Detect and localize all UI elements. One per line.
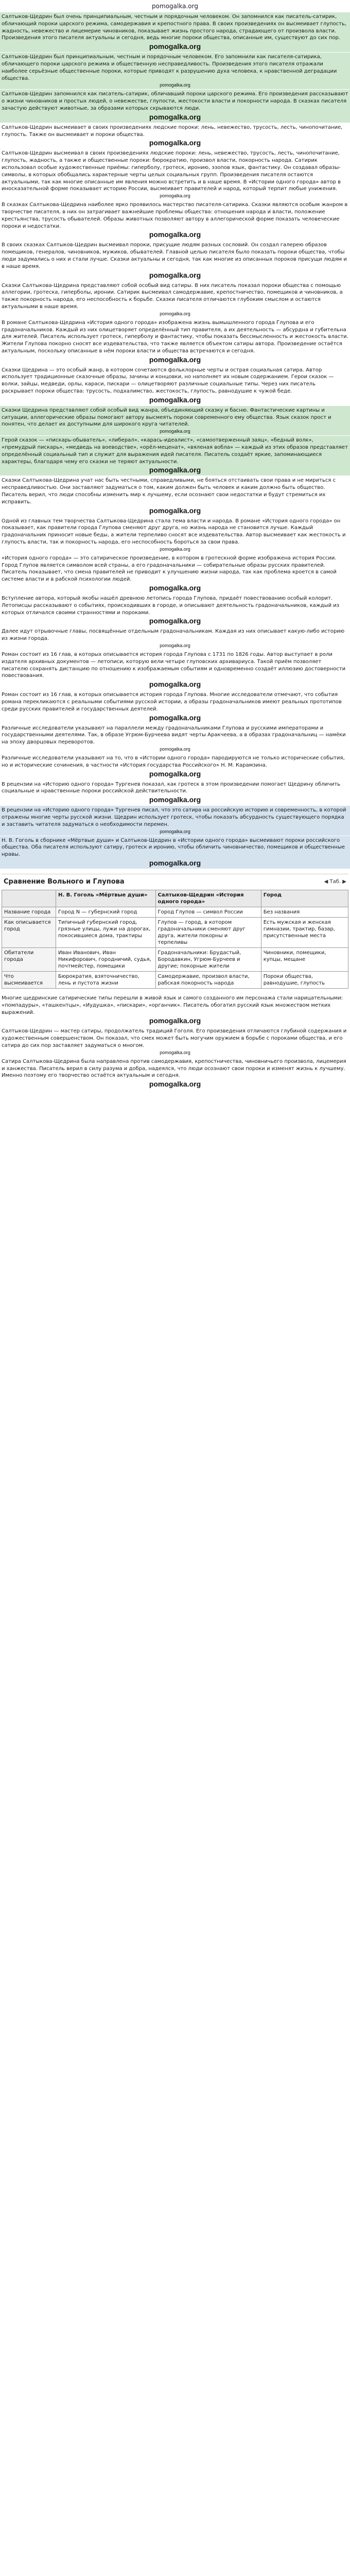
article-paragraph [0, 318, 350, 365]
watermark-logo: pomogalka.org [160, 546, 190, 552]
article-paragraph [0, 594, 350, 626]
paragraph-text: Различные исследователи указывают на параллели между градоначальниками Глупова и русскими императорами и государственными деятелями. Так, в образе Угрюм-Бурчеева видят черты Аракчеева, а в образах градоначальниц — намёки на эпоху дворцовых переворотов. [2, 725, 346, 745]
article-paragraph [0, 627, 350, 650]
watermark-logo: pomogalka.org [149, 680, 201, 689]
table-row [2, 907, 348, 917]
paragraph-text: Салтыков-Щедрин высмеивал в своих произведениях людские пороки: лень, невежество, трусость, лесть, чинопочитание, глупость, жадность, а также и общественные пороки: бюрократию, произвол власти, покорность народа. Сатирик использовал особые художественные приёмы: гиперболу, гротеск, иронию, эзопов язык, фантастику. Он создавал образы-символы, в которых обобщались характерные черты целых социальных групп. Произведения писателя остаются актуальными, так как многие описанные им явления можно встретить и в наше время. В «Истории одного города» автор в иносказательной форме показывает историю России, высмеивает правителей и народ, который терпит любые унижения. [2, 150, 341, 192]
watermark-logo: pomogalka.org [149, 584, 201, 592]
article-paragraph [0, 241, 350, 280]
table-cell: Есть мужская и женская гимназии, трактир, базар, присутственные места [261, 917, 348, 947]
table-cell: Чиновники, помещики, купцы, мещане [261, 947, 348, 971]
watermark-logo: pomogalka.org [149, 112, 201, 121]
paragraph-text: Далее идут отрывочные главы, посвящённые отдельным градоначальникам. Каждая из них описывает какую-либо историю из жизни города. [2, 629, 345, 642]
table-nav[interactable]: ◀ Таб. ▶ [324, 879, 346, 885]
table-column-header: Город [261, 890, 348, 907]
site-header [0, 0, 350, 12]
paragraph-text: Роман состоит из 16 глав, в которых описывается история города Глупова. Многие исследователи отмечают, что события романа перекликаются с реальными событиями русской истории, а образы градоначальников имеют реальных прототипов среди русских правителей и государственных деятелей. [2, 692, 342, 712]
watermark-logo: pomogalka.org [149, 466, 201, 474]
paragraph-text: Салтыков-Щедрин высмеивает в своих произведениях людские пороки: лень, невежество, трусость, лесть, чинопочитание, глупость. Также он высмеивает и пороки общества. [2, 124, 343, 138]
article-paragraph [0, 366, 350, 405]
paragraph-text: Сказки Салтыкова-Щедрина представляют собой особый вид сатиры. В них писатель показал пороки общества с помощью аллегории, гротеска, гиперболы, иронии. Сатирик высмеивал самодержавие, крепостничество, помещиков и чиновников, а также покорность народа, его неспособность к борьбе. Сказки писателя отличаются глубоким смыслом и остаются актуальными в наше время. [2, 282, 343, 310]
paragraph-text: Герой сказок — «пискарь-обыватель», «либерал», «карась-идеалист», «самоотверженный заяц», «бедный волк», «премудрый пискарь», «медведь на воеводстве», «орёл-меценат», «вяленая вобла» — каждый из этих образов представляет определённый социальный тип и служит для выражения идей писателя. Писатель создаёт яркие, запоминающиеся характеры, благодаря чему его сказки не теряют актуальности. [2, 437, 348, 465]
table-cell: Бюрократия, взяточничество, лень и пустота жизни [56, 971, 156, 988]
paragraph-text: Многие щедринские сатирические типы перешли в живой язык и самого созданного им персонажа стали нарицательными: «помпадуры», «ташкентцы», «Иудушка», «пискари», «органчик». Писатель обогатил русский язык множеством метких выражений. [2, 995, 343, 1015]
paragraph-text: Сказки Салтыкова-Щедрина учат нас быть честными, справедливыми, не бояться отстаивать свои права и не мириться с несправедливостью. Они заставляют задуматься о том, каким должен быть человек и каким должно быть общество. Писатель верил, что люди способны изменить мир к лучшему, если осознают свои недостатки и будут стремиться их исправить. [2, 478, 336, 505]
article-paragraph [0, 754, 350, 779]
article-paragraph [0, 1057, 350, 1090]
table-title: Сравнение Вольного и Глупова [4, 878, 125, 886]
paragraph-text: «История одного города» — это сатирическое произведение, в котором в гротескной форме изображена история России. Город Глупов является символом всей страны, а его градоначальники — собирательные образы русских правителей. Писатель показывает, что смена правителей не приводит к улучшению жизни народа, так как проблема кроется в самой системе власти и в рабской психологии людей. [2, 555, 337, 583]
article-paragraph [0, 476, 350, 516]
comparison-table-section [2, 874, 348, 989]
watermark-logo: pomogalka.org [149, 713, 201, 722]
paragraph-text: Сатира Салтыкова-Щедрина была направлена против самодержавия, крепостничества, чиновничьего произвола, лицемерия и ханжества. Писатель верил в силу разума и добра, надеялся, что люди осознают свои пороки и изменят жизнь к лучшему. Именно поэтому его творчество остаётся актуальным и сегодня. [2, 1058, 346, 1079]
paragraph-text: Различные исследователи указывают на то, что в «Истории одного города» пародируются не только исторические события, но и исторические сочинения, в частности «История государства Российского» Н. М. Карамзина. [2, 755, 345, 768]
watermark-logo: pomogalka.org [149, 1016, 201, 1025]
paragraph-text: Салтыков-Щедрин был принципиальным, честным и порядочным человеком. Его запомнили как писателя-сатирика, обличающего пороки царского режима и общественную несправедливость. Произведения этого писателя отражали наиболее серьёзные общественные пороки, которые приводят к разрушению духа человека, к нравственной деградации общества. [2, 54, 337, 81]
paragraph-text: Сказки Щедрина — это особый жанр, в котором сочетаются фольклорные черты и острая социальная сатира. Автор использует традиционные сказочные образы, зачины и концовки, но наполняет их новым содержанием. Герои сказок — волки, зайцы, медведи, орлы, караси, пискари — олицетворяют различные социальные типы. Через них писатель раскрывает пороки общества: трусость, подхалимство, жестокость, глупость, равнодушие к чужой беде. [2, 367, 334, 395]
paragraph-text: Салтыков-Щедрин запомнился как писатель-сатирик, обличавший пороки царского режима. Его произведения рассказывают о жизни чиновников и простых людей, о невежестве, глупости, жестокости власти и покорности народа. В сказках писателя зачастую действуют животные, за образами которых скрываются люди. [2, 91, 348, 111]
table-cell: Градоначальники: Брудастый, Бородавкин, Угрюм-Бурчеев и другие; покорные жители [155, 947, 261, 971]
paragraph-text: Н. В. Гоголь в сборнике «Мёртвые души» и Салтыков-Щедрин в «Истории одного города» высмеивают пороки российского общества. Оба писателя используют сатиру, гротеск и иронию, чтобы обличить чиновничество, помещиков и общественные нравы. [2, 837, 345, 858]
watermark-logo: pomogalka.org [149, 1080, 201, 1089]
paragraph-text: Вступление автора, который якобы нашёл древнюю летопись города Глупова, придаёт повествованию особый колорит. Летописцы рассказывают о событиях, происходивших в городе, и описывают деятельность градоначальников, каждый из которых отличался своими странностями и пороками. [2, 596, 340, 616]
watermark-logo: pomogalka.org [149, 795, 201, 804]
paragraph-text: В рецензии на «Историю одного города» Тургенев писал, что это сатира на российскую историю и современность, в которой отражены многие черты русской жизни. Щедрин использует гротеск, чтобы показать абсурдность существующего порядка и заставить читателя задуматься о необходимости перемен. [2, 807, 346, 827]
row-header-cell: Обитатели города [2, 947, 56, 971]
table-column-header: Н. В. Гоголь «Мёртвые души» [56, 890, 156, 907]
paragraph-text: Одной из главных тем творчества Салтыкова-Щедрина стала тема власти и народа. В романе «История одного города» он показывает, как правители города Глупова сменяют друг друга, но жизнь народа не становится лучше. Каждый градоначальник приносит новые беды, а жители терпеливо сносят все издевательства. Автор высмеивает как жестокость и глупость власти, так и покорность народа, его неспособность бороться за свои права. [2, 518, 346, 546]
article-paragraph [0, 406, 350, 435]
article-paragraph [0, 650, 350, 690]
watermark-logo: pomogalka.org [160, 82, 190, 88]
table-row [2, 917, 348, 947]
article-paragraph [0, 554, 350, 594]
table-cell: Иван Иванович, Иван Никифорович, городничий, судья, почтмейстер, помещики [56, 947, 156, 971]
table-cell: Типичный губернский город, грязные улицы, лужи на дорогах, покосившиеся дома, трактиры [56, 917, 156, 947]
watermark-logo: pomogalka.org [160, 429, 190, 434]
article-paragraph [0, 1027, 350, 1056]
paragraph-text: Салтыков-Щедрин — мастер сатиры, продолжатель традиций Гоголя. Его произведения отличаются глубиной содержания и художественным совершенством. Он показал, что смех может быть могучим оружием в борьбе с пороками общества, и его сатира до сих пор заставляет задуматься о многом. [2, 1028, 347, 1048]
article-paragraph [0, 690, 350, 723]
article-paragraph [0, 12, 350, 52]
table-cell: Пороки общества, равнодушие, глупость [261, 971, 348, 988]
watermark-logo: pomogalka.org [149, 139, 201, 147]
table-cell: Глупов — город, в котором градоначальники сменяют друг друга, жители покорны и терпеливы [155, 917, 261, 947]
article-paragraph [0, 281, 350, 318]
article-paragraph [0, 806, 350, 835]
article-paragraph [0, 53, 350, 89]
watermark-logo: pomogalka.org [149, 270, 201, 279]
table-cell: Самодержавие, произвол власти, рабская покорность народа [155, 971, 261, 988]
table-row [2, 971, 348, 988]
article-paragraph [0, 123, 350, 149]
watermark-logo: pomogalka.org [160, 193, 190, 199]
row-header-cell: Как описывается город [2, 917, 56, 947]
article-paragraph [0, 517, 350, 553]
watermark-logo: pomogalka.org [149, 617, 201, 625]
table-cell: Город Глупов — символ России [155, 907, 261, 917]
site-domain[interactable]: pomogalka.org [152, 3, 198, 10]
paragraph-text: Сказки Щедрина представляют собой особый вид жанра, объединяющий сказку и басню. Фантастические картины и ситуации, аллегорические образы помогают автору высмеять пороки современного ему общества. Язык сказок прост и понятен, что делает их доступными для широкого круга читателей. [2, 407, 331, 428]
article-paragraph [0, 836, 350, 869]
article-paragraph [0, 724, 350, 753]
article-body [0, 12, 350, 1090]
row-header-cell: Название города [2, 907, 56, 917]
table-cell: Город N — губернский город [56, 907, 156, 917]
watermark-logo: pomogalka.org [160, 828, 190, 834]
watermark-logo: pomogalka.org [149, 395, 201, 404]
paragraph-text: Роман состоит из 16 глав, в которых описывается история города Глупова с 1731 по 1826 годы. Автор выступает в роли издателя архивных документов — летописи, которую вели четыре глуповских архивариуса. Такой приём позволяет писателю сохранять дистанцию по отношению к изображаемым событиям и одновременно создаёт иллюзию достоверности повествования. [2, 652, 346, 679]
table-row [2, 947, 348, 971]
table-column-header [2, 890, 56, 907]
article-paragraph [0, 994, 350, 1026]
watermark-logo: pomogalka.org [149, 42, 201, 51]
watermark-logo: pomogalka.org [160, 643, 190, 648]
row-header-cell: Что высмеивается [2, 971, 56, 988]
article-paragraph [0, 90, 350, 122]
watermark-logo: pomogalka.org [149, 506, 201, 515]
watermark-logo: pomogalka.org [149, 858, 201, 867]
watermark-logo: pomogalka.org [149, 230, 201, 239]
watermark-logo: pomogalka.org [160, 1049, 190, 1055]
paragraph-text: Салтыков-Щедрин был очень принципиальным, честным и порядочным человеком. Он запомнился как писатель-сатирик, обличающий пороки царского режима, самодержавия и крепостного права. В своих произведениях он высмеивает глупость, жадность, невежество и лицемерие чиновников, показывает жизнь простого народа, страдающего от произвола власти. Произведения этого писателя актуальны и сегодня, ведь многие пороки общества, описанные им, существуют до сих пор. [2, 14, 347, 41]
article-paragraph [0, 780, 350, 806]
watermark-logo: pomogalka.org [160, 746, 190, 752]
article-paragraph [0, 200, 350, 240]
table-column-header: Салтыков-Щедрин «История одного города» [155, 890, 261, 907]
comparison-table [2, 890, 348, 989]
table-cell: Без названия [261, 907, 348, 917]
article-paragraph [0, 149, 350, 200]
paragraph-text: В своих сказках Салтыков-Щедрин высмеивал пороки, присущие людям разных сословий. Он создал галерею образов помещиков, генералов, чиновников, мужиков, обывателей. Главной целью писателя было показать пороки общества, чтобы люди задумались о них и стали лучше. Сказки актуальны и сегодня, так как многие из описанных пороков присущи людям и в наше время. [2, 242, 347, 269]
paragraph-text: В рецензии на «Историю одного города» Тургенев показал, как гротеск в этом произведении помогает Щедрину обличить социальные и нравственные пороки российской действительности. [2, 781, 341, 794]
watermark-logo: pomogalka.org [149, 355, 201, 364]
table-header-bar [2, 874, 348, 890]
watermark-logo: pomogalka.org [160, 311, 190, 316]
paragraph-text: В романе Салтыкова-Щедрина «История одного города» изображена жизнь вымышленного города Глупова и его градоначальников. Каждый из них олицетворяет определённый тип правителя, а их деятельность — абсурдна и губительна для жителей. Писатель использует гротеск, гиперболу и фантастику, чтобы показать бессмысленность и жестокость власти. Жители Глупова покорно сносят все издевательства, что также является объектом сатиры автора. Произведение остаётся актуальным, поскольку описанные в нём пороки власти и общества встречаются и сегодня. [2, 319, 348, 354]
article-paragraph [0, 436, 350, 476]
paragraph-text: В сказках Салтыкова-Щедрина наиболее ярко проявилось мастерство писателя-сатирика. Сказки являются особым жанром в творчестве писателя, в них он затрагивает важнейшие проблемы общества: отношения народа и власти, положение крестьянства, трусость обывателей. Образы животных позволяют автору в аллегорической форме показать человеческие пороки и недостатки. [2, 202, 348, 229]
watermark-logo: pomogalka.org [149, 769, 201, 778]
